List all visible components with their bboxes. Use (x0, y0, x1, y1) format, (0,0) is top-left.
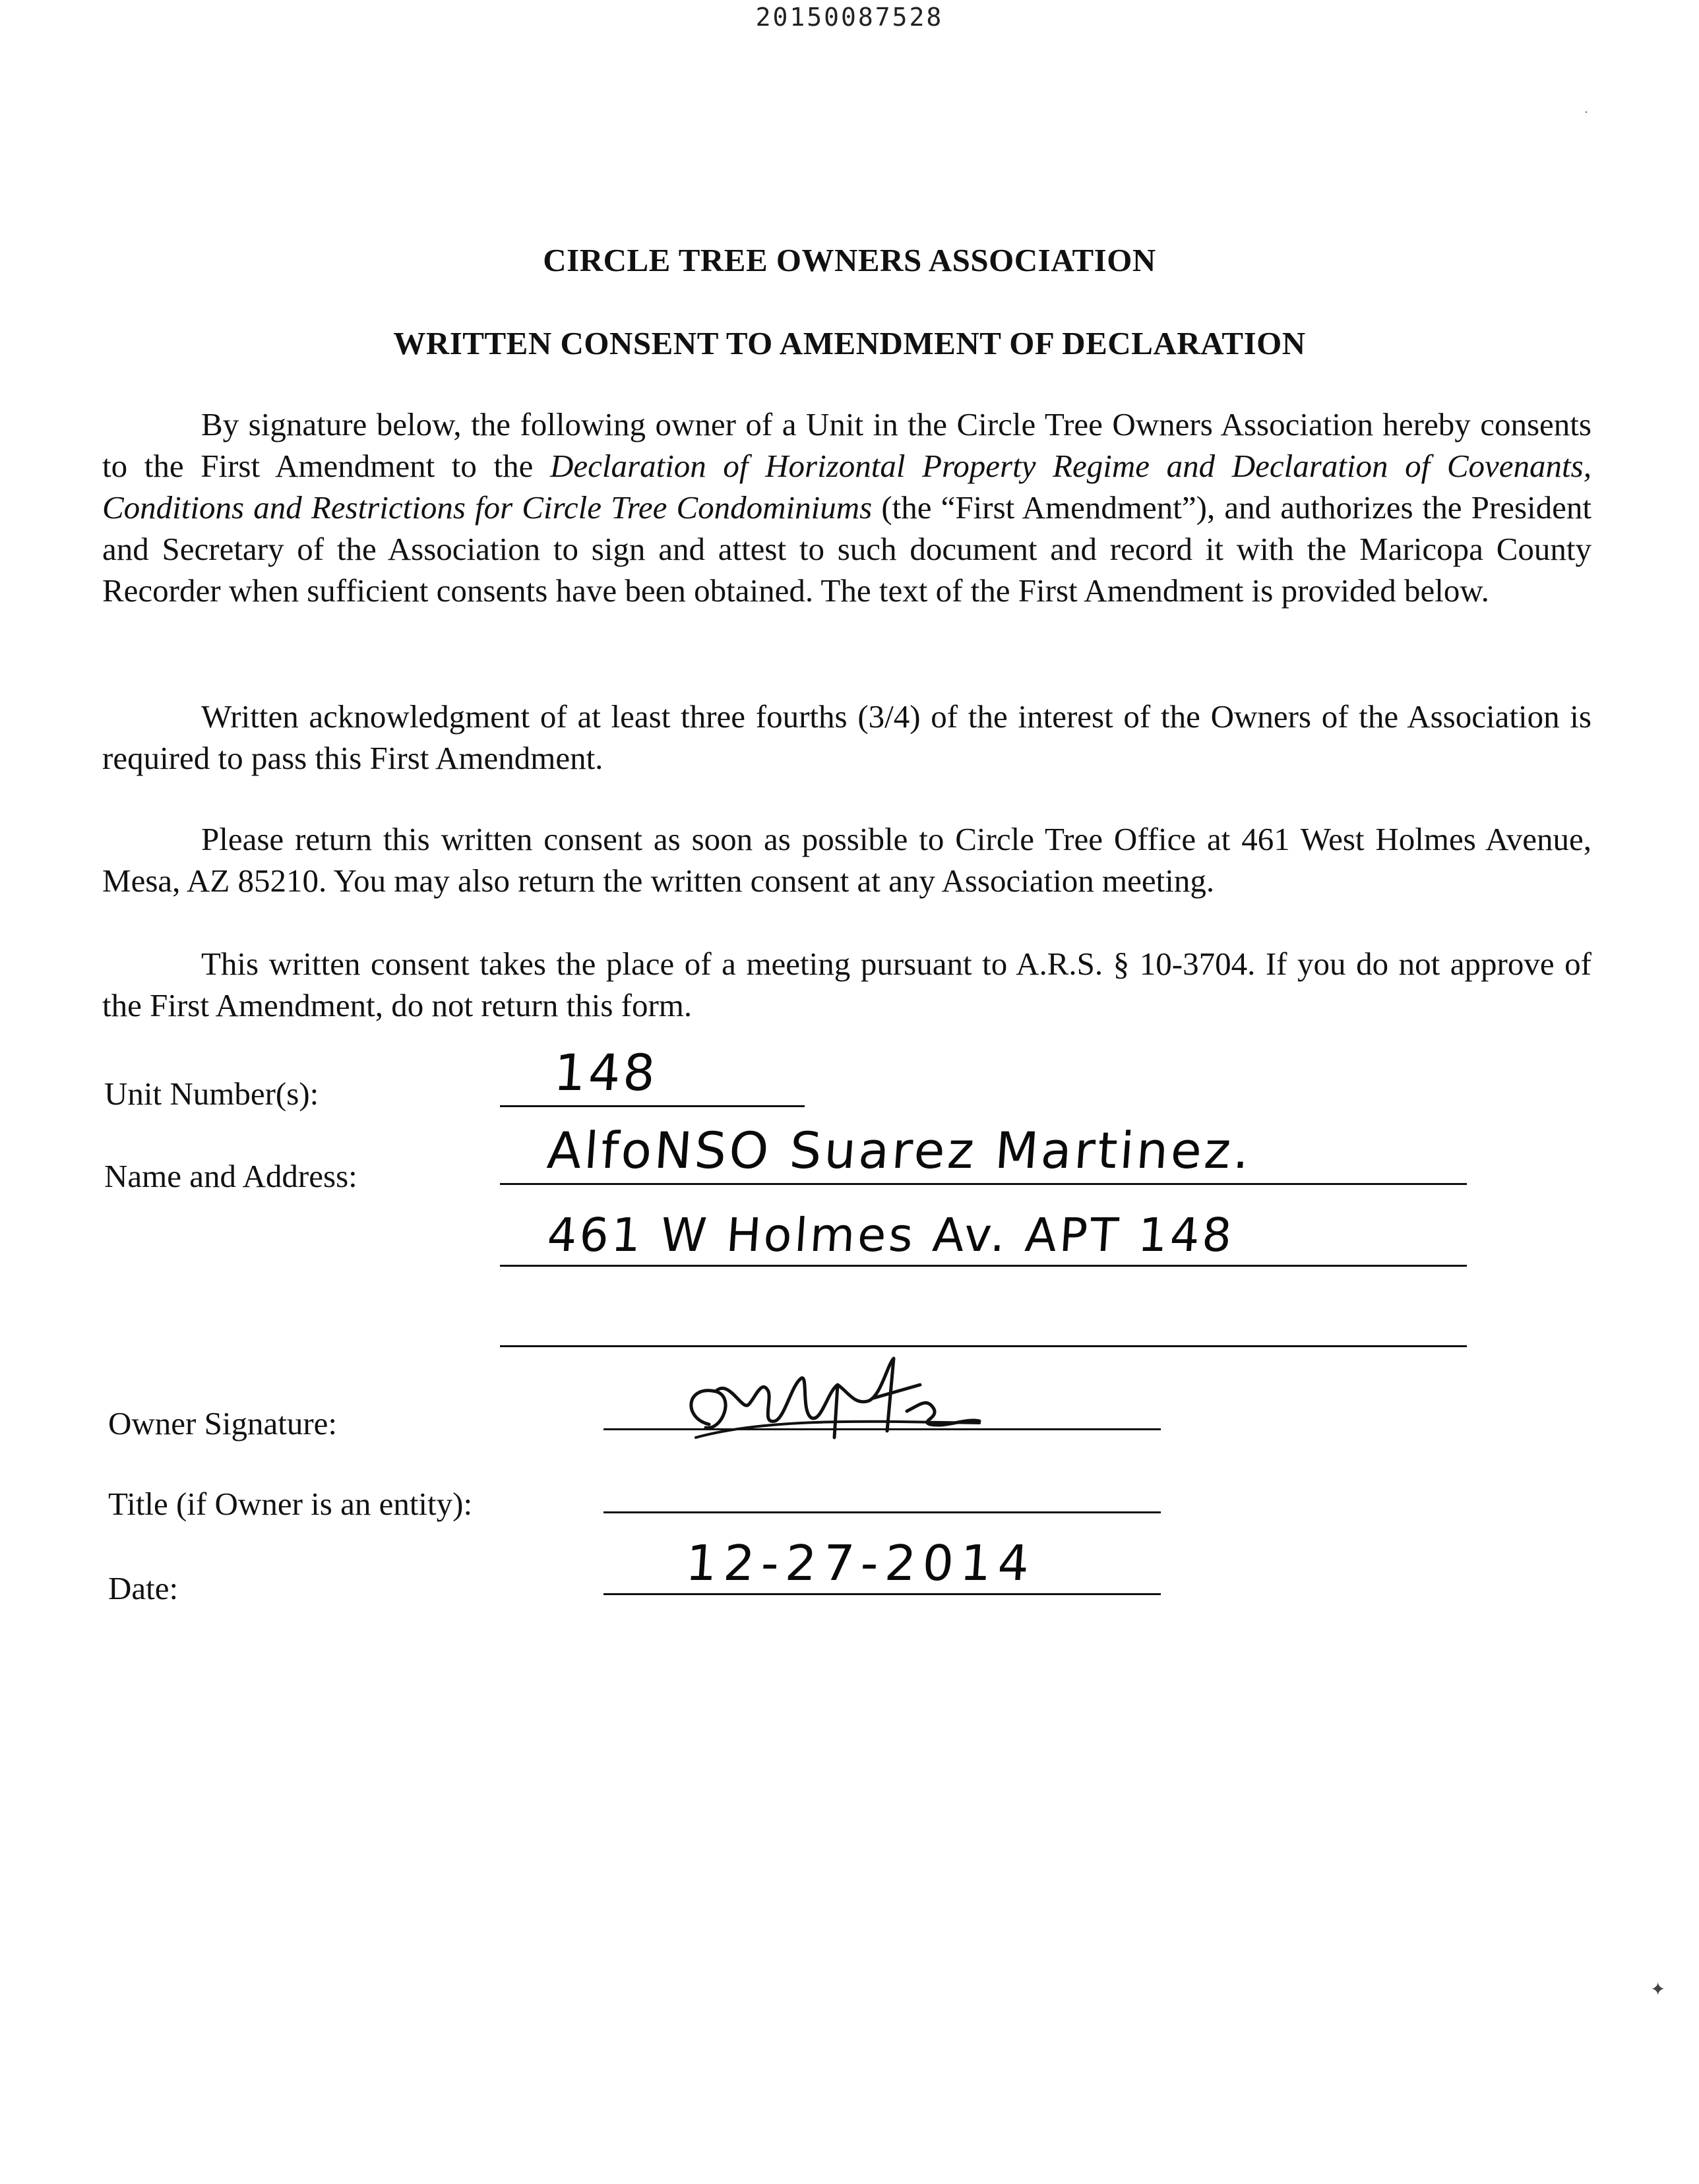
date-value: 12-27-2014 (683, 1535, 1038, 1592)
unit-number-label: Unit Number(s): (104, 1076, 319, 1112)
name-address-label: Name and Address: (104, 1158, 357, 1194)
paragraph-return-text: Please return this written consent as soon as possible to Circle Tree Office at 461 West Holmes Avenue, Mesa, AZ 85210. You may also return the written consent at any Association meeting. (102, 821, 1591, 899)
paragraph-acknowledgment-text: Written acknowledgment of at least three fourths (3/4) of the interest of the Owners of the Association is required to pass this First Amendment. (102, 698, 1591, 776)
signature-line (603, 1428, 1161, 1430)
owner-name-value: AlfoNSO Suarez Martinez. (545, 1121, 1254, 1180)
paragraph-meeting-notice (102, 943, 1591, 1026)
paragraph-consent (102, 404, 1591, 611)
paragraph-meeting-text: This written consent takes the place of a meeting pursuant to A.R.S. § 10-3704. If you do not approve of the First Amendment, do not return this form. (102, 946, 1591, 1023)
organization-heading: CIRCLE TREE OWNERS ASSOCIATION (543, 242, 1156, 278)
title-line (603, 1511, 1161, 1513)
unit-number-line (500, 1105, 805, 1107)
scan-speck: ✦ (1650, 1980, 1666, 2000)
date-line (603, 1593, 1161, 1595)
paragraph-acknowledgment (102, 696, 1591, 779)
document-number: 20150087528 (755, 3, 944, 32)
scan-speck: · (1584, 106, 1588, 119)
owner-signature-label: Owner Signature: (108, 1405, 337, 1441)
unit-number-value: 148 (551, 1043, 660, 1102)
address-line (500, 1265, 1467, 1267)
name-line (500, 1183, 1467, 1185)
owner-address-value: 461 W Holmes Av. APT 148 (545, 1208, 1237, 1262)
declaration-title: Declaration of Horizontal Property Regime and Declaration of Covenants, Conditions and Restrictions for Circle Tree Condominiums (102, 448, 1591, 526)
form-title-heading: WRITTEN CONSENT TO AMENDMENT OF DECLARATION (393, 325, 1306, 361)
paragraph-return-instructions (102, 818, 1591, 901)
paragraph-consent-start: By signature below, the following owner of a Unit in the Circle Tree Owners Association hereby consents to the First Amendment to the (102, 406, 1591, 484)
owner-signature-image (669, 1339, 999, 1471)
paragraph-consent-end: (the “First Amendment”), and authorizes the President and Secretary of the Association to sign and attest to such document and record it with the Maricopa County Recorder when sufficient consents have been obtained. The text of the First Amendment is provided below. (102, 489, 1591, 609)
title-label: Title (if Owner is an entity): (108, 1486, 473, 1522)
date-label: Date: (108, 1570, 179, 1606)
